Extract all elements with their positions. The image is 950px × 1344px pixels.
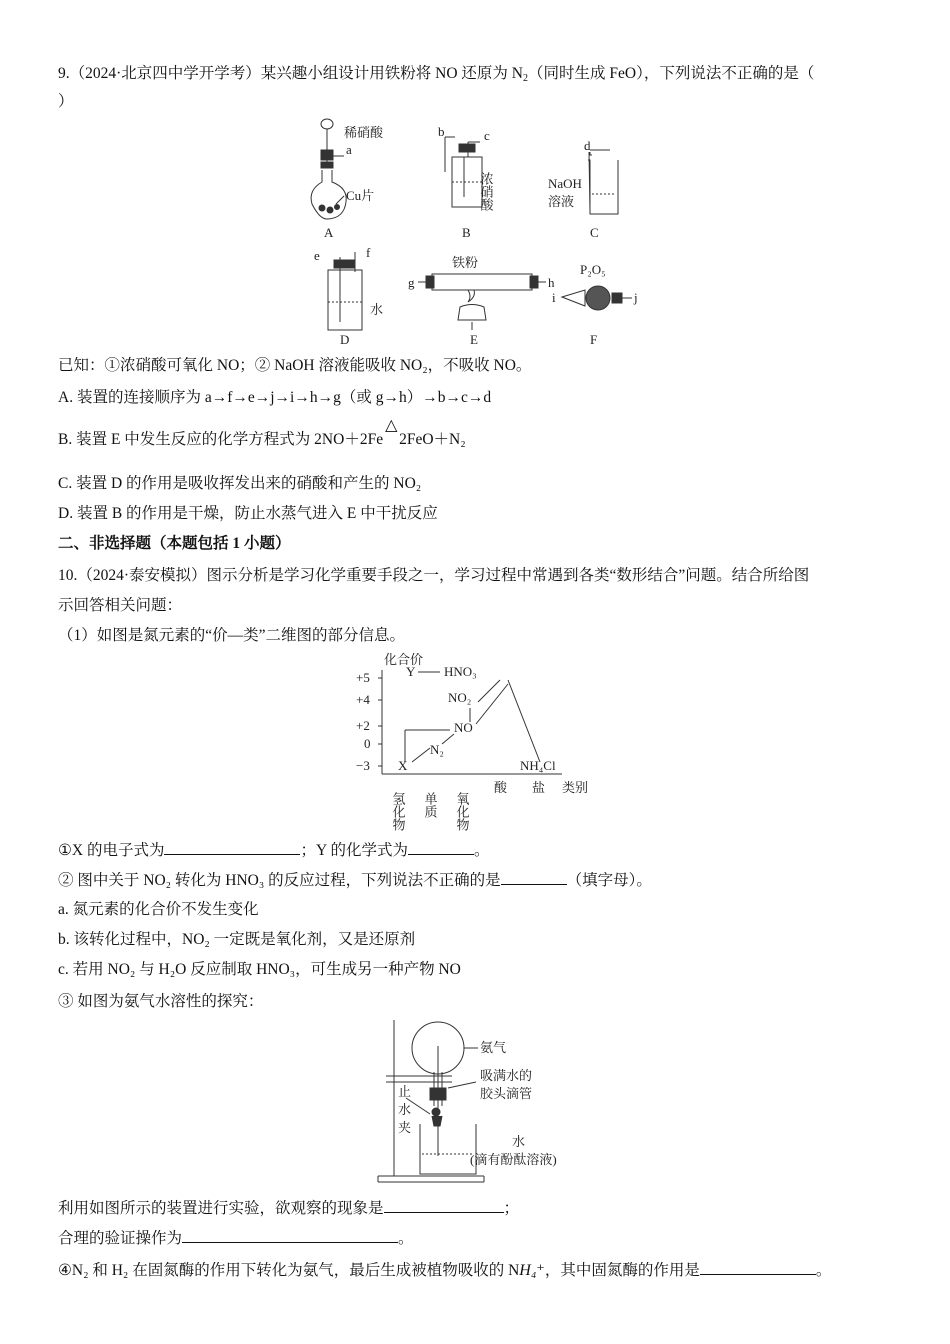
svg-text:夹: 夹	[398, 1120, 412, 1135]
svg-text:HNO₃: HNO₃	[444, 664, 477, 679]
q10-part1: （1）如图是氮元素的“价—类”二维图的部分信息。	[58, 627, 406, 644]
svg-text:j: j	[634, 290, 638, 305]
svg-text:X: X	[398, 758, 408, 773]
q9-stem-line1: 9.（2024·北京四中学开学考）某兴趣小组设计用铁粉将 NO 还原为 $N_2$（同时生成 FeO），下列说法不正确的是（	[58, 65, 815, 84]
section-2-heading: 二、非选择题（本题包括 1 小题）	[58, 535, 291, 552]
svg-text:氢化物: 氢化物	[390, 792, 406, 831]
svg-text:NO₂: NO₂	[448, 690, 472, 705]
q10-sub3-operation: 合理的验证操作为 。	[58, 1230, 414, 1247]
q9-option-c: C. 装置 D 的作用是吸收挥发出来的硝酸和产生的 NO₂	[58, 475, 422, 492]
svg-text:止: 止	[398, 1084, 412, 1099]
svg-text:氨气: 氨气	[480, 1040, 507, 1055]
svg-text:溶液: 溶液	[548, 194, 575, 209]
q10-sub2-a: a. 氮元素的化合价不发生变化	[58, 901, 259, 918]
svg-text:i: i	[552, 290, 556, 305]
svg-text:+2: +2	[356, 718, 370, 733]
svg-text:a: a	[346, 142, 352, 157]
svg-text:胶头滴管: 胶头滴管	[480, 1086, 533, 1101]
valence-class-chart	[340, 652, 610, 832]
svg-text:Y: Y	[406, 664, 416, 679]
svg-text:水: 水	[512, 1134, 526, 1149]
answer-blank-enzyme[interactable]	[700, 1260, 816, 1275]
svg-text:酸: 酸	[494, 780, 508, 795]
svg-text:c: c	[484, 128, 490, 143]
q9-stem-line2: ）	[58, 93, 74, 110]
svg-text:e: e	[314, 248, 320, 263]
svg-text:水: 水	[370, 302, 384, 317]
svg-text:D: D	[340, 332, 350, 347]
q10-stem-line1: 10.（2024·泰安模拟）图示分析是学习化学重要手段之一，学习过程中常遇到各类“数形结合”问题。结合所给图	[58, 567, 810, 584]
q10-sub4: ④N₂ 和 H₂ 在固氮酶的作用下转化为氨气，最后生成被植物吸收的 NH₄⁺，其中固氮酶的作用是 。	[58, 1262, 832, 1279]
q9-option-a: A. 装置的连接顺序为 a→f→e→j→i→h→g（或 g→h）→b→c→d	[58, 389, 492, 406]
q10-sub2: ② 图中关于 NO₂ 转化为 HNO₃ 的反应过程，下列说法不正确的是 （填字母）。	[58, 872, 652, 889]
ammonia-apparatus-figure	[372, 1016, 592, 1188]
svg-text:氧化物: 氧化物	[454, 792, 470, 831]
svg-text:E: E	[470, 332, 478, 347]
svg-text:B: B	[462, 225, 471, 240]
svg-text:盐: 盐	[532, 780, 546, 795]
q10-stem-line2: 示回答相关问题：	[58, 597, 183, 614]
svg-text:0: 0	[364, 736, 371, 751]
q10-sub1: ①X 的电子式为 ；Y 的化学式为 。	[58, 842, 490, 859]
q10-sub2-b: b. 该转化过程中，NO₂ 一定既是氧化剂，又是还原剂	[58, 931, 416, 948]
svg-text:A: A	[324, 225, 334, 240]
answer-blank-operation[interactable]	[182, 1228, 398, 1243]
q9-known: 已知：①浓硝酸可氧化 NO；② NaOH 溶液能吸收 NO₂，不吸收 NO。	[58, 357, 532, 374]
svg-text:+5: +5	[356, 670, 370, 685]
svg-text:N₂: N₂	[430, 742, 444, 757]
svg-text:NaOH: NaOH	[548, 176, 582, 191]
svg-text:h: h	[548, 275, 555, 290]
svg-text:+4: +4	[356, 692, 370, 707]
svg-text:d: d	[584, 138, 591, 153]
svg-text:吸满水的: 吸满水的	[480, 1068, 533, 1083]
q10-sub3: ③ 如图为氨气水溶性的探究：	[58, 993, 264, 1010]
answer-blank-sub2[interactable]	[501, 870, 567, 885]
answer-blank-observation[interactable]	[384, 1198, 504, 1213]
svg-text:P₂O₅: P₂O₅	[580, 262, 606, 277]
q10-sub3-observation: 利用如图所示的装置进行实验，欲观察的现象是 ；	[58, 1200, 520, 1217]
svg-text:浓硝酸: 浓硝酸	[478, 172, 494, 211]
svg-text:(滴有酚酞溶液): (滴有酚酞溶液)	[470, 1152, 557, 1167]
q9-option-d: D. 装置 B 的作用是干燥，防止水蒸气进入 E 中干扰反应	[58, 505, 438, 522]
svg-text:NH₄Cl: NH₄Cl	[520, 758, 556, 773]
svg-text:铁粉: 铁粉	[452, 255, 479, 270]
svg-text:b: b	[438, 124, 445, 139]
q9-apparatus-figure	[300, 112, 660, 347]
q9-option-b: B. 装置 E 中发生反应的化学方程式为 2NO＋2Fe △ 2FeO＋N₂	[58, 417, 466, 448]
svg-text:化合价: 化合价	[384, 652, 424, 667]
svg-text:f: f	[366, 245, 371, 260]
svg-text:F: F	[590, 332, 598, 347]
svg-text:单质: 单质	[422, 792, 438, 818]
svg-text:C: C	[590, 225, 599, 240]
svg-text:g: g	[408, 275, 415, 290]
answer-blank-y[interactable]	[408, 840, 474, 855]
svg-text:Cu片: Cu片	[346, 188, 375, 203]
svg-text:−3: −3	[356, 758, 370, 773]
svg-text:类别: 类别	[562, 780, 589, 795]
q10-sub2-c: c. 若用 NO₂ 与 H₂O 反应制取 HNO₃，可生成另一种产物 NO	[58, 961, 461, 978]
svg-text:水: 水	[398, 1102, 412, 1117]
label-dilute-acid: 稀硝酸	[344, 125, 384, 140]
svg-text:NO: NO	[454, 720, 473, 735]
answer-blank-x[interactable]	[164, 840, 300, 855]
